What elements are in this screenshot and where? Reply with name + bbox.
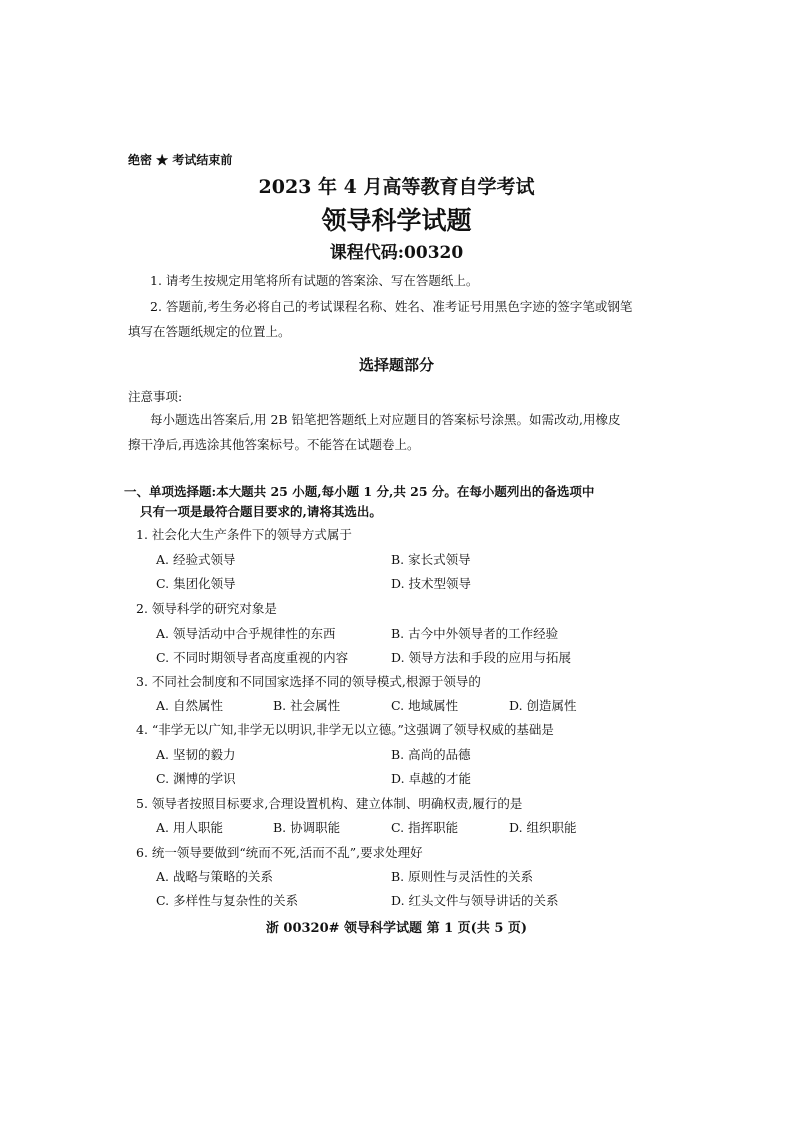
notice-text-2: 擦干净后,再选涂其他答案标号。不能答在试题卷上。: [128, 437, 420, 452]
option-a: A. 领导活动中合乎规律性的东西: [156, 626, 336, 641]
option-b: B. 高尚的品德: [391, 747, 471, 762]
option-c: C. 指挥职能: [391, 820, 459, 835]
option-d: D. 创造属性: [509, 698, 577, 713]
subject-title: 领导科学试题: [321, 206, 472, 235]
option-c: C. 渊博的学识: [156, 771, 236, 786]
notice-label: 注意事项:: [128, 389, 183, 404]
option-d: D. 卓越的才能: [391, 771, 472, 786]
option-c: C. 多样性与复杂性的关系: [156, 893, 299, 908]
option-b: B. 家长式领导: [391, 552, 471, 567]
instruction-2-cont: 填写在答题纸规定的位置上。: [128, 324, 291, 339]
option-b: B. 协调职能: [273, 820, 341, 835]
option-d: D. 红头文件与领导讲话的关系: [391, 893, 559, 908]
option-c: C. 地域属性: [391, 698, 459, 713]
question-stem: 1. 社会化大生产条件下的领导方式属于: [136, 527, 352, 542]
question-stem: 6. 统一领导要做到“统而不死,活而不乱”,要求处理好: [136, 845, 423, 860]
option-d: D. 领导方法和手段的应用与拓展: [391, 650, 572, 665]
notice-text-1: 每小题选出答案后,用 2B 铅笔把答题纸上对应题目的答案标号涂黑。如需改动,用橡皮: [150, 412, 621, 427]
section-heading: 选择题部分: [358, 356, 434, 374]
confidential-label: 绝密 ★ 考试结束前: [128, 153, 233, 167]
option-b: B. 古今中外领导者的工作经验: [391, 626, 559, 641]
part-title-line-2: 只有一项是最符合题目要求的,请将其选出。: [140, 504, 382, 519]
instruction-2: 2. 答题前,考生务必将自己的考试课程名称、姓名、准考证号用黑色字迹的签字笔或钢笔: [150, 299, 633, 314]
option-a: A. 经验式领导: [156, 552, 236, 567]
option-b: B. 社会属性: [273, 698, 341, 713]
instruction-1: 1. 请考生按规定用笔将所有试题的答案涂、写在答题纸上。: [150, 273, 479, 288]
option-a: A. 自然属性: [156, 698, 223, 713]
option-c: C. 不同时期领导者高度重视的内容: [156, 650, 349, 665]
option-c: C. 集团化领导: [156, 576, 236, 591]
option-d: D. 技术型领导: [391, 576, 472, 591]
page-footer: 浙 00320# 领导科学试题 第 1 页(共 5 页): [265, 921, 528, 936]
exam-title: 2023 年 4 月高等教育自学考试: [258, 176, 535, 198]
question-stem: 2. 领导科学的研究对象是: [136, 601, 277, 616]
question-stem: 4. “非学无以广知,非学无以明识,非学无以立德。”这强调了领导权威的基础是: [136, 722, 554, 737]
question-stem: 5. 领导者按照目标要求,合理设置机构、建立体制、明确权责,履行的是: [136, 796, 523, 811]
option-a: A. 用人职能: [156, 820, 223, 835]
option-a: A. 坚韧的毅力: [156, 747, 236, 762]
course-code: 课程代码:00320: [329, 243, 464, 263]
question-stem: 3. 不同社会制度和不同国家选择不同的领导模式,根源于领导的: [136, 674, 481, 689]
option-a: A. 战略与策略的关系: [156, 869, 273, 884]
part-title-line-1: 一、单项选择题:本大题共 25 小题,每小题 1 分,共 25 分。在每小题列出的备选项中: [124, 484, 595, 499]
option-d: D. 组织职能: [509, 820, 577, 835]
option-b: B. 原则性与灵活性的关系: [391, 869, 534, 884]
